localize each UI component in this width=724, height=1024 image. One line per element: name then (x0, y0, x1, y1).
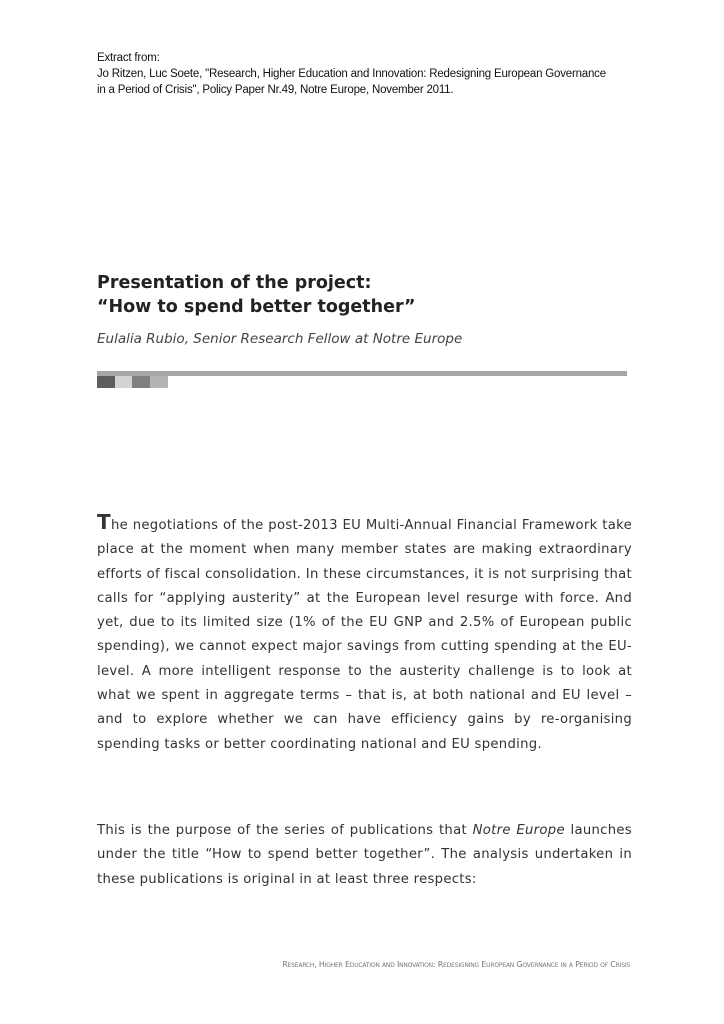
title-line-1: Presentation of the project: (97, 273, 372, 293)
paragraph-2-text: This is the purpose of the series of publications that (97, 823, 473, 838)
author-line: Eulalia Rubio, Senior Research Fellow at Notre Europe (97, 331, 463, 347)
divider-rule (97, 371, 627, 376)
decor-square-dark (97, 376, 115, 388)
paragraph-1-text: he negotiations of the post-2013 EU Multi-Annual Financial Framework take place at the moment when many member states are making extraordinary efforts of fiscal consolidation. In these circumstances, it is not surprising that calls for “applying austerity” at the European level resurge with force. And yet, due to its limited size (1% of the EU GNP and 2.5% of European public spending), we cannot expect major savings from cutting spending at the EU-level. A more intelligent response to the austerity challenge is to look at what we spent in aggregate terms – that is, at both national and EU level – and to explore whether we can have efficiency gains by re-organising spending tasks or better coordinating national and EU spending. (97, 518, 632, 752)
decor-square-light-2 (150, 376, 168, 388)
citation-line-2: in a Period of Crisis", Policy Paper Nr.49, Notre Europe, November 2011. (97, 84, 454, 96)
citation-line-1: Jo Ritzen, Luc Soete, "Research, Higher Education and Innovation: Redesigning European Governance (97, 68, 606, 80)
decor-square-mid (132, 376, 150, 388)
extract-label: Extract from: (97, 52, 160, 64)
running-footer: Research, Higher Education and Innovation: Redesigning European Governance in a Period of Crisis (282, 960, 630, 969)
paragraph-1 (97, 510, 632, 757)
paragraph-2 (97, 819, 632, 892)
extract-note (97, 50, 697, 98)
decor-square-light (115, 376, 133, 388)
paragraph-2-italic: Notre Europe (472, 823, 565, 838)
page-title (97, 271, 415, 319)
paragraph-2-text-end: launches under the title “How to spend better together”. The analysis undertaken in these publications is original in at least three respects: (97, 823, 632, 887)
drop-cap: T (97, 510, 111, 534)
title-line-2: “How to spend better together” (97, 297, 416, 317)
